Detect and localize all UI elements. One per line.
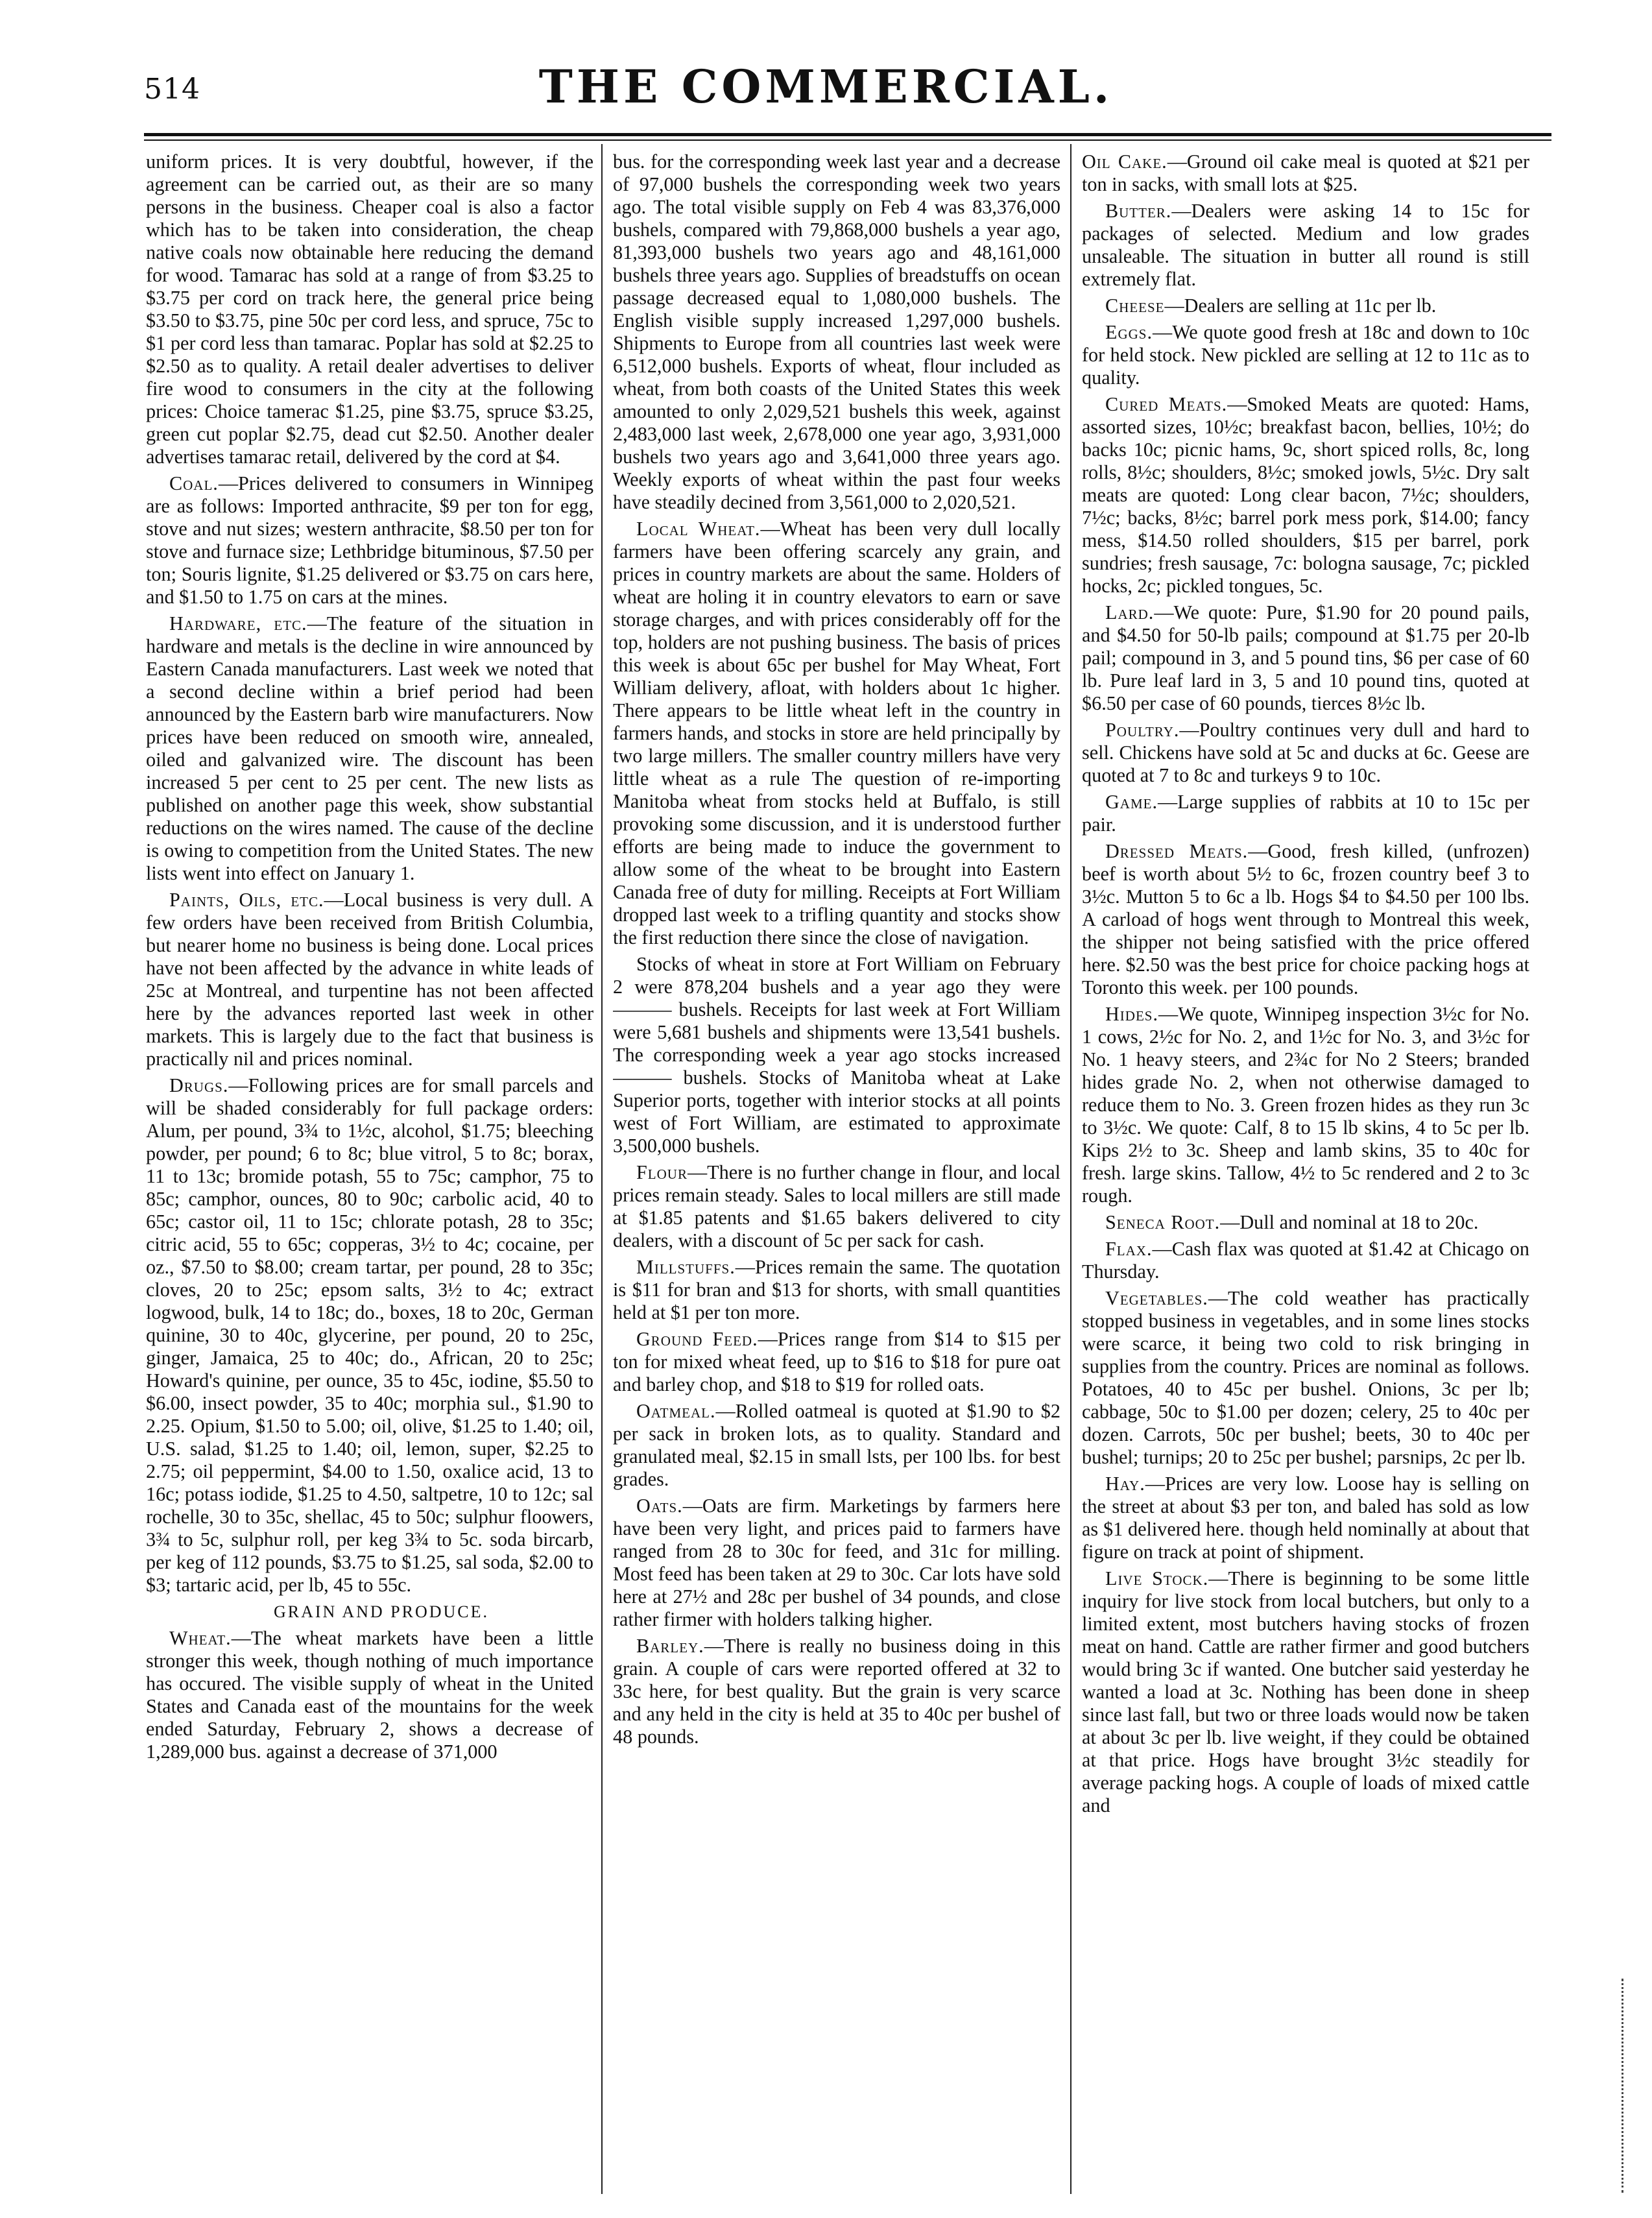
paragraph-drugs bbox=[146, 1074, 593, 1597]
barley-text: —There is really no business doing in this grain. A couple of cars were reported offered at 32 to 33c here, for best quality. But the grain is very scarce and any held in the city is held at 35 to 40c per bushel of 48 pounds. bbox=[613, 1635, 1060, 1748]
eggs-text: —We quote good fresh at 18c and down to 10c for held stock. New pickled are selling at 12 to 11c as to quality. bbox=[1082, 321, 1529, 389]
paragraph-local-wheat bbox=[613, 518, 1060, 949]
cured-meats-text: —Smoked Meats are quoted: Hams, assorted sizes, 10½c; breakfast bacon, bellies, 10½; do backs 10c; picnic hams, 9c, short spiced rolls, 8c, long rolls, 8½c; shoulders, 8½c; smoked jowls, 5½c. Dry salt meats are quoted: Long clear bacon, 7½c; shoulders, 7½c; backs, 8½c; barrel pork mess pork, $14.00; fancy mess, $14.50 rolled shoulders, $15 per barrel, pork sundries; fresh sausage, 7c: bologna sausage, 7c; pickled hocks, 2c; pickled tongues, 5c. bbox=[1082, 393, 1529, 597]
paragraph-wheat bbox=[146, 1627, 593, 1763]
dressed-meats-text: —Good, fresh killed, (unfrozen) beef is worth about 5½ to 6c, frozen country beef 3 to 3½c. Mutton 5 to 6c a lb. Hogs $4 to $4.50 per 100 lbs. A carload of hogs went through to Montreal this week, the shipper not being satisfied with the price offered here. $2.50 was the best price for choice packing hogs at Toronto this week. per 100 pounds. bbox=[1082, 840, 1529, 998]
poultry-text: —Poultry continues very dull and hard to sell. Chickens have sold at 5c and ducks at 6c. Geese are quoted at 7 to 8c and turkeys 9 to 10c. bbox=[1082, 719, 1529, 786]
flour-text: —There is no further change in flour, and local prices remain steady. Sales to local millers are still made at $1.85 patents and $1.65 bakers delivered to city dealers, with a discount of 5c per sack for cash. bbox=[613, 1161, 1060, 1251]
eggs-heading: Eggs. bbox=[1105, 321, 1153, 343]
lard-heading: Lard. bbox=[1105, 601, 1155, 623]
oil-cake-heading: Oil Cake. bbox=[1082, 151, 1167, 173]
cheese-text: —Dealers are selling at 11c per lb. bbox=[1164, 295, 1437, 317]
wheat-heading: Wheat. bbox=[169, 1627, 232, 1649]
paragraph-cured-meats bbox=[1082, 393, 1529, 597]
column-3 bbox=[1082, 151, 1529, 2084]
lard-text: —We quote: Pure, $1.90 for 20 pound pails, and $4.50 for 50-lb pails; compound at $1.75 per 20-lb pail; compound in 3, and 5 pound tins, $6 per case of 60 lb. Pure leaf lard in 3, 5 and 10 pound tins, quoted at $6.50 per case of 60 pounds, tierces 8½c lb. bbox=[1082, 601, 1529, 714]
grain-section-heading: GRAIN AND PRODUCE. bbox=[273, 1602, 490, 1621]
oats-text: —Oats are firm. Marketings by farmers here have been very light, and prices paid to farmers have ranged from 28 to 30c for feed, and 31c for milling. Most feed has been taken at 29 to 30c. Car lots have sold here at 27½ and 28c per bushel of 34 pounds, and close rather firmer with holders talking higher. bbox=[613, 1495, 1060, 1630]
paragraph-eggs bbox=[1082, 321, 1529, 389]
flax-text: —Cash flax was quoted at $1.42 at Chicago on Thursday. bbox=[1082, 1238, 1529, 1283]
live-stock-heading: Live Stock. bbox=[1105, 1567, 1209, 1589]
coal-heading: Coal. bbox=[169, 472, 219, 494]
column-2 bbox=[613, 151, 1060, 2084]
masthead-title: THE COMMERCIAL. bbox=[538, 60, 1114, 114]
butter-heading: Butter. bbox=[1105, 200, 1172, 222]
header-rule-thin bbox=[144, 139, 1551, 141]
drugs-text: —Following prices are for small parcels and will be shaded considerably for full package orders: Alum, per pound, 3¾ to 1½c, alcohol, $1.75; bleeching powder, per pound; 6 to 8c; blue vitrol, 5 to 8c; borax, 11 to 13c; bromide potash, 55 to 75c; camphor, 75 to 85c; camphor, ounces, 80 to 90c; carbolic acid, 40 to 65c; castor oil, 11 to 15c; chlorate potash, 28 to 35c; citric acid, 55 to 65c; copperas, 3½ to 4c; cocaine, per oz., $7.50 to $8.00; cream tartar, per pound, 28 to 35c; cloves, 20 to 25c; epsom salts, 3½ to 4c; extract logwood, bulk, 14 to 18c; do., boxes, 18 to 20c, German quinine, 30 to 40c, glycerine, per pound, 20 to 25c, ginger, Jamaica, 25 to 40c; do., African, 20 to 25c; Howard's quinine, per ounce, 35 to 45c, iodine, $5.50 to $6.00, insect powder, 35 to 40c; morphia sul., $1.90 to 2.25. Opium, $1.50 to 5.00; oil, olive, $1.25 to 1.40; oil, U.S. salad, $1.25 to 1.40; oil, lemon, super, $2.25 to 2.75; oil peppermint, $4.00 to 1.50, oxalice acid, 13 to 16c; potass iodide, $1.25 to 4.50, saltpetre, 10 to 12c; sal rochelle, 30 to 35c, shellac, 45 to 50c; sulphur floowers, 3¾ to 5c, sulphur roll, per keg 3¾ to 5c. soda bircarb, per keg of 112 pounds, $3.75 to $1.25, sal soda, $2.00 to $3; tartaric acid, per lb, 45 to 55c. bbox=[146, 1074, 593, 1596]
header-rule bbox=[144, 133, 1551, 136]
seneca-root-text: —Dull and nominal at 18 to 20c. bbox=[1220, 1211, 1479, 1233]
millstuffs-text: —Prices remain the same. The quotation is $11 for bran and $13 for shorts, with small quantities held at $1 per ton more. bbox=[613, 1256, 1060, 1323]
paragraph-hay bbox=[1082, 1473, 1529, 1563]
wheat-text: —The wheat markets have been a little stronger this week, though nothing of much importance has occured. The visible supply of wheat in the United States and Canada east of the mountains for the week ended Saturday, February 2, shows a decrease of 1,289,000 bus. against a decrease of 371,000 bbox=[146, 1627, 593, 1763]
vegetables-text: —The cold weather has practically stopped business in vegetables, and in some lines stocks were scarce, it being two cold to risk bringing in supplies from the country. Prices are nominal as follows. Potatoes, 40 to 45c per bushel. Onions, 3c per lb; cabbage, 50c to $1.00 per dozen; celery, 25 to 40c per dozen. Carrots, 50c per bushel; beets, 30 to 40c per bushel; turnips; 20 to 25c per bushel; parsnips, 2c per lb. bbox=[1082, 1287, 1529, 1468]
paragraph-lard bbox=[1082, 601, 1529, 715]
vegetables-heading: Vegetables. bbox=[1105, 1287, 1208, 1309]
oatmeal-text: —Rolled oatmeal is quoted at $1.90 to $2 per sack in broken lots, as to quality. Standard and granulated meal, $2.15 in small lsts, per 100 lbs. for best grades. bbox=[613, 1400, 1060, 1490]
oatmeal-heading: Oatmeal. bbox=[636, 1400, 716, 1422]
paragraph-flour bbox=[613, 1161, 1060, 1252]
drugs-heading: Drugs. bbox=[169, 1074, 229, 1096]
paragraph-game bbox=[1082, 791, 1529, 836]
dressed-meats-heading: Dressed Meats. bbox=[1105, 840, 1249, 862]
local-wheat-heading: Local Wheat. bbox=[636, 518, 761, 540]
seneca-root-heading: Seneca Root. bbox=[1105, 1211, 1221, 1233]
cured-meats-heading: Cured Meats. bbox=[1105, 393, 1228, 415]
paragraph-barley bbox=[613, 1635, 1060, 1748]
oil-cake-text: —Ground oil cake meal is quoted at $21 per ton in sacks, with small lots at $25. bbox=[1082, 151, 1529, 195]
paragraph-oats bbox=[613, 1495, 1060, 1631]
poultry-heading: Poultry. bbox=[1105, 719, 1180, 741]
paragraph-stocks: Stocks of wheat in store at Fort William on February 2 were 878,204 bushels and a year ago they were ——— bushels. Receipts for last week at Fort William were 5,681 bushels and shipments were 13,541 bushels. The corresponding week a year ago stocks increased ——— bushels. Stocks of Manitoba wheat at Lake Superior ports, together with interior stocks at all points west of Fort William, are estimated to approximate 3,500,000 bushels. bbox=[613, 953, 1060, 1157]
page-number: 514 bbox=[144, 73, 200, 106]
flax-heading: Flax. bbox=[1105, 1238, 1153, 1260]
paints-heading: Paints, Oils, etc. bbox=[169, 889, 324, 911]
live-stock-text: —There is beginning to be some little inquiry for live stock from local butchers, but only to a limited extent, most butchers having stocks of frozen meat on hand. Cattle are rather firmer and good butchers would bring 3c if wanted. One butcher said yesterday he wanted a load at 3c. Nothing has been done in sheep since last fall, but two or three loads would now be taken at about 3c per lb. live weight, if they could be obtained at that price. Hogs have brought 3½c steadily for average packing hogs. A couple of loads of mixed cattle and bbox=[1082, 1567, 1529, 1816]
paragraph-seneca-root bbox=[1082, 1211, 1529, 1234]
game-text: —Large supplies of rabbits at 10 to 15c per pair. bbox=[1082, 791, 1529, 836]
hay-heading: Hay. bbox=[1105, 1473, 1145, 1495]
butter-text: —Dealers were asking 14 to 15c for packages of selected. Medium and low grades unsaleable. The situation in butter all round is still extremely flat. bbox=[1082, 200, 1529, 290]
coal-text: —Prices delivered to consumers in Winnipeg are as follows: Imported anthracite, $9 per ton for egg, stove and nut sizes; western anthracite, $8.50 per ton for stove and furnace size; Lethbridge bituminous, $7.50 per ton; Souris lignite, $1.25 delivered or $3.75 on cars here, and $1.50 to 1.75 on cars at the mines. bbox=[146, 472, 593, 608]
barley-heading: Barley. bbox=[636, 1635, 704, 1657]
column-1 bbox=[146, 151, 593, 2084]
hay-text: —Prices are very low. Loose hay is selling on the street at about $3 per ton, and baled has sold as low as $1 delivered here. though held nominally at about that figure on track at point of shipment. bbox=[1082, 1473, 1529, 1563]
paragraph-paints bbox=[146, 889, 593, 1070]
game-heading: Game. bbox=[1105, 791, 1158, 813]
column-divider bbox=[1070, 144, 1071, 2194]
paragraph-live-stock bbox=[1082, 1567, 1529, 1817]
paragraph-wood: uniform prices. It is very doubtful, however, if the agreement can be carried out, as their are so many persons in the business. Cheaper coal is also a factor which has to be taken into consideration, the cheap native coals now obtainable here reducing the demand for wood. Tamarac has sold at a range of from $3.25 to $3.75 per cord on track here, the general price being $3.50 to $3.75, pine 50c per cord less, and spruce, 75c to $1 per cord less than tamarac. Poplar has sold at $2.25 to $2.50 as to quality. A retail dealer advertises to deliver fire wood to consumers in the city at the following prices: Choice tamerac $1.25, pine $3.75, spruce $3.25, green cut poplar $2.75, dead cut $2.50. Another dealer advertises tamarac retail, delivered by the cord at $4. bbox=[146, 151, 593, 468]
cheese-heading: Cheese bbox=[1105, 295, 1165, 317]
paragraph-flax bbox=[1082, 1238, 1529, 1283]
paragraph-cheese bbox=[1082, 295, 1529, 317]
column-divider bbox=[601, 144, 603, 2194]
margin-scan-mark bbox=[1622, 1979, 1627, 2193]
local-wheat-text: —Wheat has been very dull locally farmers have been offering scarcely any grain, and prices in country markets are about the same. Holders of wheat are holing it in country elevators to earn or save storage charges, and with prices considerably off for the top, holders are not pushing business. The basis of prices this week is about 65c per bushel for May Wheat, Fort William delivery, afloat, with holders about 1c higher. There appears to be little wheat left in the country in farmers hands, and stocks in store are held principally by two large millers. The smaller country millers have very little wheat as a rule The question of re-importing Manitoba wheat from stocks held at Buffalo, is still provoking some discussion, and it is understood further efforts are being made to induce the government to allow some of the wheat to be brought into Eastern Canada free of duty for milling. Receipts at Fort William dropped last week to a trifling quantity and stocks show the first reduction there since the close of navigation. bbox=[613, 518, 1060, 948]
paragraph-poultry bbox=[1082, 719, 1529, 787]
millstuffs-heading: Millstuffs. bbox=[636, 1256, 736, 1278]
paragraph-oil-cake bbox=[1082, 151, 1529, 196]
hardware-heading: Hardware, etc. bbox=[169, 612, 307, 634]
paragraph-dressed-meats bbox=[1082, 840, 1529, 999]
paragraph-wheat-continued: bus. for the corresponding week last year and a decrease of 97,000 bushels the corresponding week two years ago. The total visible supply on Feb 4 was 83,376,000 bushels, compared with 79,868,000 bushels a year ago, 81,393,000 bushels two years ago and 48,161,000 bushels three years ago. Supplies of breadstuffs on ocean passage decreased equal to 1,080,000 bushels. The English visible supply increased 1,297,000 bushels. Shipments to Europe from all countries last week were 6,512,000 bushels. Exports of wheat, flour included as wheat, from both coasts of the United States this week amounted to only 2,029,521 bushels this week, against 2,483,000 last week, 2,678,000 one year ago, 3,931,000 bushels two years ago and 3,641,000 three years ago. Weekly exports of wheat within the past four weeks have steadily decined from 3,561,000 to 2,020,521. bbox=[613, 151, 1060, 513]
ground-feed-text: —Prices range from $14 to $15 per ton for mixed wheat feed, up to $16 to $18 for pure oat and barley chop, and $18 to $19 for rolled oats. bbox=[613, 1328, 1060, 1395]
paragraph-butter bbox=[1082, 200, 1529, 291]
paragraph-millstuffs bbox=[613, 1256, 1060, 1324]
paragraph-hardware bbox=[146, 612, 593, 885]
ground-feed-heading: Ground Feed. bbox=[636, 1328, 758, 1350]
paragraph-vegetables bbox=[1082, 1287, 1529, 1469]
hides-heading: Hides. bbox=[1105, 1003, 1159, 1025]
paragraph-oatmeal bbox=[613, 1400, 1060, 1491]
hardware-text: —The feature of the situation in hardware and metals is the decline in wire announced by Eastern Canada manufacturers. Last week we noted that a second decline within a brief period had been announced by the Eastern barb wire manufacturers. Now prices have been reduced on smooth wire, annealed, oiled and galvanized wire. The discount has been increased 5 per cent to 25 per cent. The new lists as published on another page this week, show substantial reductions on the wires named. The cause of the decline is owing to competition from the United States. The new lists went into effect on January 1. bbox=[146, 612, 593, 884]
paints-text: —Local business is very dull. A few orders have been received from British Columbia, but nearer home no business is being done. Local prices have not been affected by the advance in white leads of 25c at Montreal, and turpentine has not been affected here by the advances reported last week in other markets. This is largely due to the fact that business is practically nil and prices nominal. bbox=[146, 889, 593, 1070]
hides-text: —We quote, Winnipeg inspection 3½c for No. 1 cows, 2½c for No. 2, and 1½c for No. 3, and 3½c for No. 1 heavy steers, and 2¾c for No 2 Steers; branded hides grade No. 2, when not otherwise damaged to reduce them to No. 3. Green frozen hides as they run 3c to 3½c. We quote: Calf, 8 to 15 lb skins, 4 to 5c per lb. Kips 2½ to 3c. Sheep and lamb skins, 35 to 40c for fresh. large skins. Tallow, 4½ to 5c rendered and 2 to 3c rough. bbox=[1082, 1003, 1529, 1207]
paragraph-coal bbox=[146, 472, 593, 609]
paragraph-hides bbox=[1082, 1003, 1529, 1207]
flour-heading: Flour bbox=[636, 1161, 688, 1183]
paragraph-ground-feed bbox=[613, 1328, 1060, 1396]
oats-heading: Oats. bbox=[636, 1495, 683, 1517]
